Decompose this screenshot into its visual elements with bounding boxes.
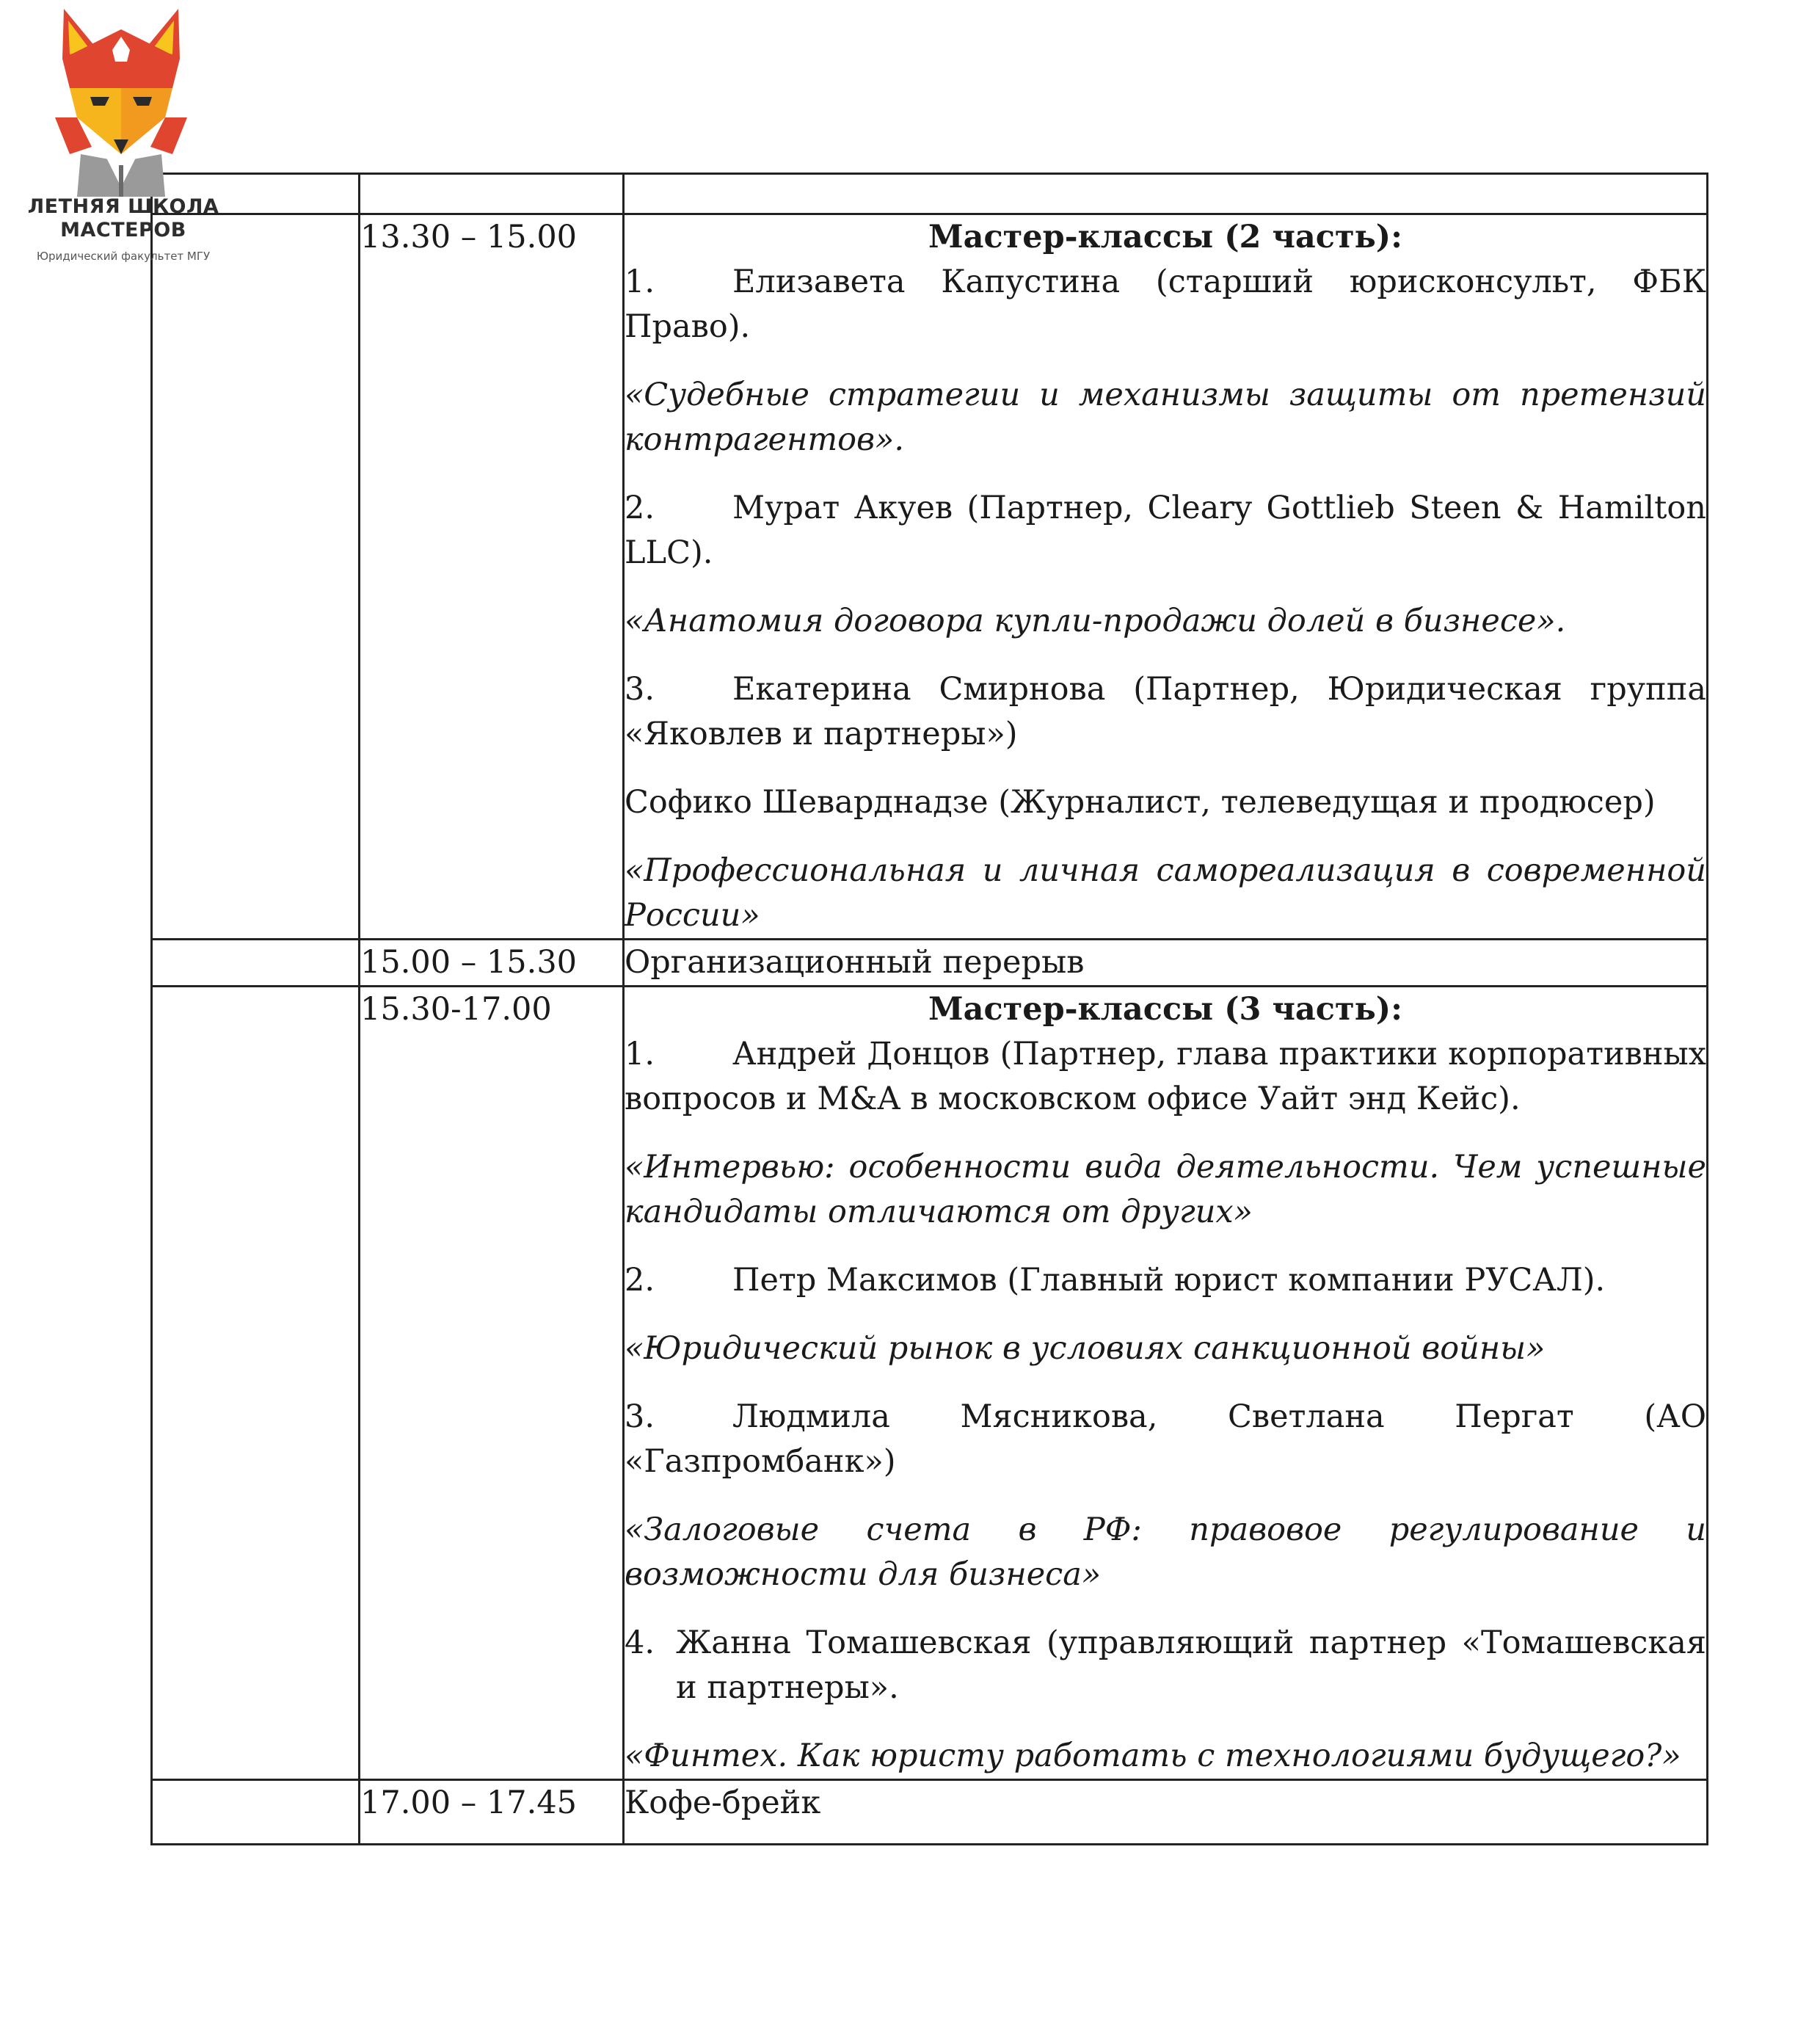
table-cell <box>152 940 360 987</box>
item-number: 4. <box>625 1624 655 1661</box>
talk-topic: «Юридический рынок в условиях санкционной войны» <box>625 1330 1546 1367</box>
table-row <box>152 174 1708 214</box>
time-cell: 13.30 – 15.00 <box>360 214 624 940</box>
item-number: 3. <box>625 1398 655 1435</box>
speaker-item <box>625 1395 1706 1484</box>
speaker-text: Мурат Акуев (Партнер, Cleary Gottlieb Steen & Hamilton LLC). <box>625 490 1706 571</box>
table-row <box>152 940 1708 987</box>
time-cell: 15.30-17.00 <box>360 987 624 1780</box>
session-cell <box>624 987 1708 1780</box>
table-row <box>152 987 1708 1780</box>
logo-title-line1: ЛЕТНЯЯ ШКОЛА <box>27 195 219 218</box>
logo-title <box>21 195 226 242</box>
speaker-item <box>625 667 1706 757</box>
speaker-item <box>625 260 1706 349</box>
table-cell <box>152 987 360 1780</box>
speaker-item <box>625 1032 1706 1122</box>
speaker-text: Людмила Мясникова, Светлана Пергат (АО «Газпромбанк») <box>625 1398 1706 1480</box>
session-cell <box>624 214 1708 940</box>
session-cell: Организационный перерыв <box>624 940 1708 987</box>
table-cell <box>152 214 360 940</box>
table-cell <box>624 174 1708 214</box>
speaker-item <box>625 1621 1706 1710</box>
fox-head-icon <box>48 7 194 197</box>
speaker-text: Андрей Донцов (Партнер, глава практики корпоративных вопросов и M&A в московском офисе Уайт энд Кейс). <box>625 1036 1706 1117</box>
table-cell <box>360 174 624 214</box>
talk-topic: «Судебные стратегии и механизмы защиты от претензий контрагентов». <box>625 377 1706 458</box>
item-number: 1. <box>625 264 655 300</box>
item-number: 2. <box>625 490 655 526</box>
table-row <box>152 1780 1708 1845</box>
item-number: 1. <box>625 1036 655 1072</box>
table-row <box>152 214 1708 940</box>
logo-title-line2: МАСТЕРОВ <box>60 219 186 242</box>
time-cell: 17.00 – 17.45 <box>360 1780 624 1845</box>
time-cell: 15.00 – 15.30 <box>360 940 624 987</box>
speaker-item <box>625 1258 1706 1303</box>
school-logo <box>15 7 220 264</box>
speaker-text: Жанна Томашевская (управляющий партнер «Томашевская и партнеры». <box>676 1624 1706 1706</box>
talk-topic: «Профессиональная и личная самореализация в современной России» <box>625 852 1706 934</box>
item-number: 2. <box>625 1262 655 1299</box>
talk-topic: «Залоговые счета в РФ: правовое регулирование и возможности для бизнеса» <box>625 1511 1706 1593</box>
table-cell <box>152 1780 360 1845</box>
talk-topic: «Интервью: особенности вида деятельности. Чем успешные кандидаты отличаются от других» <box>625 1149 1706 1230</box>
talk-topic: «Финтех. Как юристу работать с технологиями будущего?» <box>625 1738 1681 1774</box>
speaker-extra: Софико Шеварднадзе (Журналист, телеведущая и продюсер) <box>625 784 1656 821</box>
speaker-text: Елизавета Капустина (старший юрисконсульт, ФБК Право). <box>625 264 1706 345</box>
session-heading: Мастер-классы (2 часть): <box>928 219 1403 255</box>
item-number: 3. <box>625 671 655 708</box>
speaker-text: Петр Максимов (Главный юрист компании РУСАЛ). <box>732 1262 1606 1299</box>
speaker-item <box>625 486 1706 576</box>
speaker-text: Екатерина Смирнова (Партнер, Юридическая группа «Яковлев и партнеры») <box>625 671 1706 752</box>
session-heading: Мастер-классы (3 часть): <box>928 991 1403 1028</box>
schedule-table <box>150 173 1708 1845</box>
session-cell: Кофе-брейк <box>624 1780 1708 1845</box>
logo-subtitle: Юридический факультет МГУ <box>36 250 211 263</box>
talk-topic: «Анатомия договора купли-продажи долей в бизнесе». <box>625 603 1566 639</box>
